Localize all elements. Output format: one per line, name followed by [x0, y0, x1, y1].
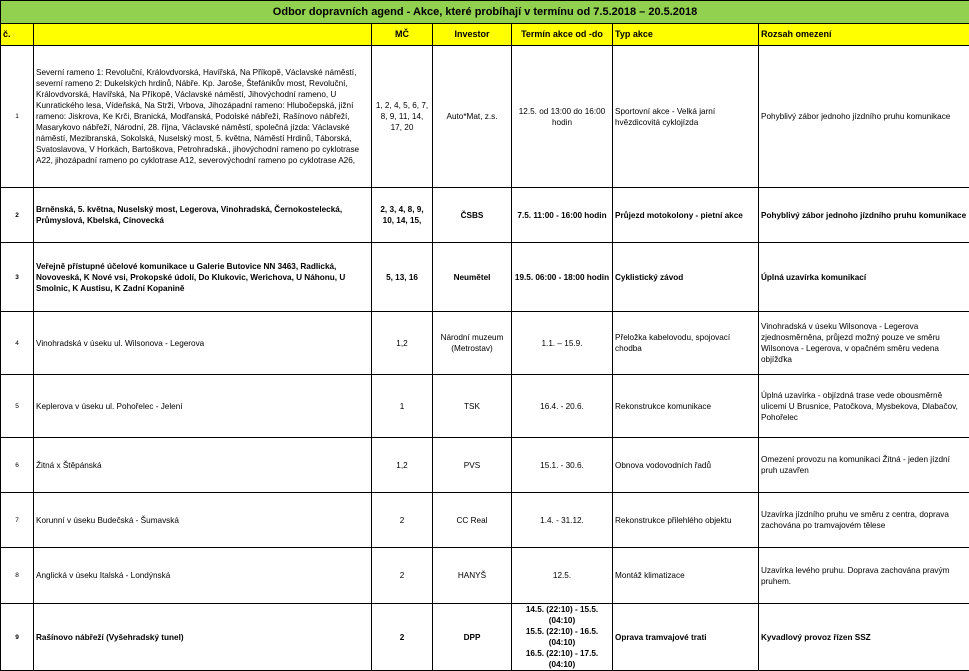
- row-district: 2, 3, 4, 8, 9, 10, 14, 15,: [372, 188, 433, 243]
- row-location: Korunní v úseku Budečská - Šumavská: [34, 493, 372, 548]
- row-type: Přeložka kabelovodu, spojovací chodba: [613, 312, 759, 375]
- row-investor: Auto*Mat, z.s.: [433, 46, 512, 188]
- row-term: 14.5. (22:10) - 15.5. (04:10) 15.5. (22:10) - 16.5. (04:10) 16.5. (22:10) - 17.5. (04:10): [512, 604, 613, 671]
- header-location: [34, 24, 372, 46]
- row-location: Anglická v úseku Italská - Londýnská: [34, 548, 372, 604]
- row-district: 1: [372, 375, 433, 438]
- row-term: 12.5.: [512, 548, 613, 604]
- row-location: Keplerova v úseku ul. Pohořelec - Jelení: [34, 375, 372, 438]
- row-num: 9: [1, 604, 34, 671]
- row-term: 15.1. - 30.6.: [512, 438, 613, 493]
- table-title: Odbor dopravních agend - Akce, které probíhají v termínu od 7.5.2018 – 20.5.2018: [1, 1, 969, 24]
- table-row: [1, 548, 969, 604]
- row-type: Oprava tramvajové trati: [613, 604, 759, 671]
- row-location: Brněnská, 5. května, Nuselský most, Legerova, Vinohradská, Černokostelecká, Průmyslová, Kbelská, Cínovecká: [34, 188, 372, 243]
- table-row: [1, 493, 969, 548]
- row-type: Průjezd motokolony - pietní akce: [613, 188, 759, 243]
- table-row: [1, 46, 969, 188]
- header-district: MČ: [372, 24, 433, 46]
- row-location: Vinohradská v úseku ul. Wilsonova - Legerova: [34, 312, 372, 375]
- row-type: Rekonstrukce přilehlého objektu: [613, 493, 759, 548]
- row-type: Cyklistický závod: [613, 243, 759, 312]
- row-scope: Uzavírka jízdního pruhu ve směru z centra, doprava zachována po tramvajovém tělese: [759, 493, 969, 548]
- header-type: Typ akce: [613, 24, 759, 46]
- row-type: Obnova vodovodních řadů: [613, 438, 759, 493]
- row-num: 5: [1, 375, 34, 438]
- row-num: 3: [1, 243, 34, 312]
- row-scope: Uzavírka levého pruhu. Doprava zachována pravým pruhem.: [759, 548, 969, 604]
- row-scope: Pohyblivý zábor jednoho jízdního pruhu komunikace: [759, 188, 969, 243]
- row-term: 16.4. - 20.6.: [512, 375, 613, 438]
- row-investor: CC Real: [433, 493, 512, 548]
- row-district: 2: [372, 493, 433, 548]
- row-num: 2: [1, 188, 34, 243]
- header-row: [1, 24, 969, 46]
- row-location: Severní rameno 1: Revoluční, Královdvorská, Havířská, Na Příkopě, Václavské náměstí, severní rameno 2: Dukelských hrdinů, Nábře. Kp. Jaroše, Štefánikův most, Revoluční, Královdvorská, Havířská, Na Příkopě, Václavské náměstí, Jihovýchodní rameno, U Kunratického lesa, Vídeňská, Na Strži, Vrbova, Jihozápadní rameno: Hlubočepská, jižní rameno: Jiskrova, Ke Krči, Branická, Modřanská, Podolské nábřeží, Rašínovo nábřeží, Masarykovo nábřeží, Národní, 28. října, Václavské náměstí, společná jízda: Václavské náměstí, Mezibranská, Sokolská, Nuselský most, 5. května, Náměstí Hrdinů, Táborská, Svatoslavova, V Horkách, Bartoškova, Petrohradská., jihovýchodní rameno po cyklotrase A22, jihozápadní rameno po cyklotrase A12, severovýchodní rameno po cyklotrase A26,: [34, 46, 372, 188]
- row-investor: PVS: [433, 438, 512, 493]
- row-investor: TSK: [433, 375, 512, 438]
- row-district: 2: [372, 548, 433, 604]
- table-row: [1, 188, 969, 243]
- row-investor: ČSBS: [433, 188, 512, 243]
- row-district: 1,2: [372, 312, 433, 375]
- row-district: 1,2: [372, 438, 433, 493]
- row-location: Veřejně přístupné účelové komunikace u Galerie Butovice NN 3463, Radlická, Novoveská, K Nové vsi, Prokopské údolí, Do Klukovic, Werichova, U Náhonu, U Smolnic, K Austisu, K Zadní Kopanině: [34, 243, 372, 312]
- header-scope: Rozsah omezení: [759, 24, 969, 46]
- table-row: [1, 243, 969, 312]
- row-scope: Úplná uzavírka - objízdná trase vede obousměrně ulicemi U Brusnice, Patočkova, Mysbekova, Dlabačov, Pohořelec: [759, 375, 969, 438]
- table-row: [1, 375, 969, 438]
- row-district: 2: [372, 604, 433, 671]
- row-type: Sportovní akce - Velká jarní hvězdicovitá cyklojízda: [613, 46, 759, 188]
- row-investor: HANYŠ: [433, 548, 512, 604]
- row-num: 1: [1, 46, 34, 188]
- row-scope: Úplná uzavírka komunikací: [759, 243, 969, 312]
- table-row: [1, 438, 969, 493]
- row-term: 1.4. - 31.12.: [512, 493, 613, 548]
- row-type: Rekonstrukce komunikace: [613, 375, 759, 438]
- table-row: [1, 312, 969, 375]
- row-scope: Vinohradská v úseku Wilsonova - Legerova zjednosměrněna, průjezd možný pouze ve směru Wilsonova - Legerova, v opačném směru vedena objížďka: [759, 312, 969, 375]
- table-row: [1, 604, 969, 671]
- header-num: č.: [1, 24, 34, 46]
- row-num: 6: [1, 438, 34, 493]
- row-term: 19.5. 06:00 - 18:00 hodin: [512, 243, 613, 312]
- row-district: 5, 13, 16: [372, 243, 433, 312]
- row-term: 12.5. od 13:00 do 16:00 hodin: [512, 46, 613, 188]
- row-scope: Omezení provozu na komunikaci Žitná - jeden jízdní pruh uzavřen: [759, 438, 969, 493]
- row-type: Montáž klimatizace: [613, 548, 759, 604]
- row-term: 1.1. – 15.9.: [512, 312, 613, 375]
- row-term: 7.5. 11:00 - 16:00 hodin: [512, 188, 613, 243]
- header-investor: Investor: [433, 24, 512, 46]
- row-num: 7: [1, 493, 34, 548]
- row-investor: Neumětel: [433, 243, 512, 312]
- row-scope: Kyvadlový provoz řízen SSZ: [759, 604, 969, 671]
- header-term: Termín akce od -do: [512, 24, 613, 46]
- row-num: 8: [1, 548, 34, 604]
- row-district: 1, 2, 4, 5, 6, 7, 8, 9, 11, 14, 17, 20: [372, 46, 433, 188]
- row-location: Rašínovo nábřeží (Vyšehradský tunel): [34, 604, 372, 671]
- row-scope: Pohyblivý zábor jednoho jízdního pruhu komunikace: [759, 46, 969, 188]
- row-investor: Národní muzeum (Metrostav): [433, 312, 512, 375]
- row-num: 4: [1, 312, 34, 375]
- row-location: Žitná x Štěpánská: [34, 438, 372, 493]
- row-investor: DPP: [433, 604, 512, 671]
